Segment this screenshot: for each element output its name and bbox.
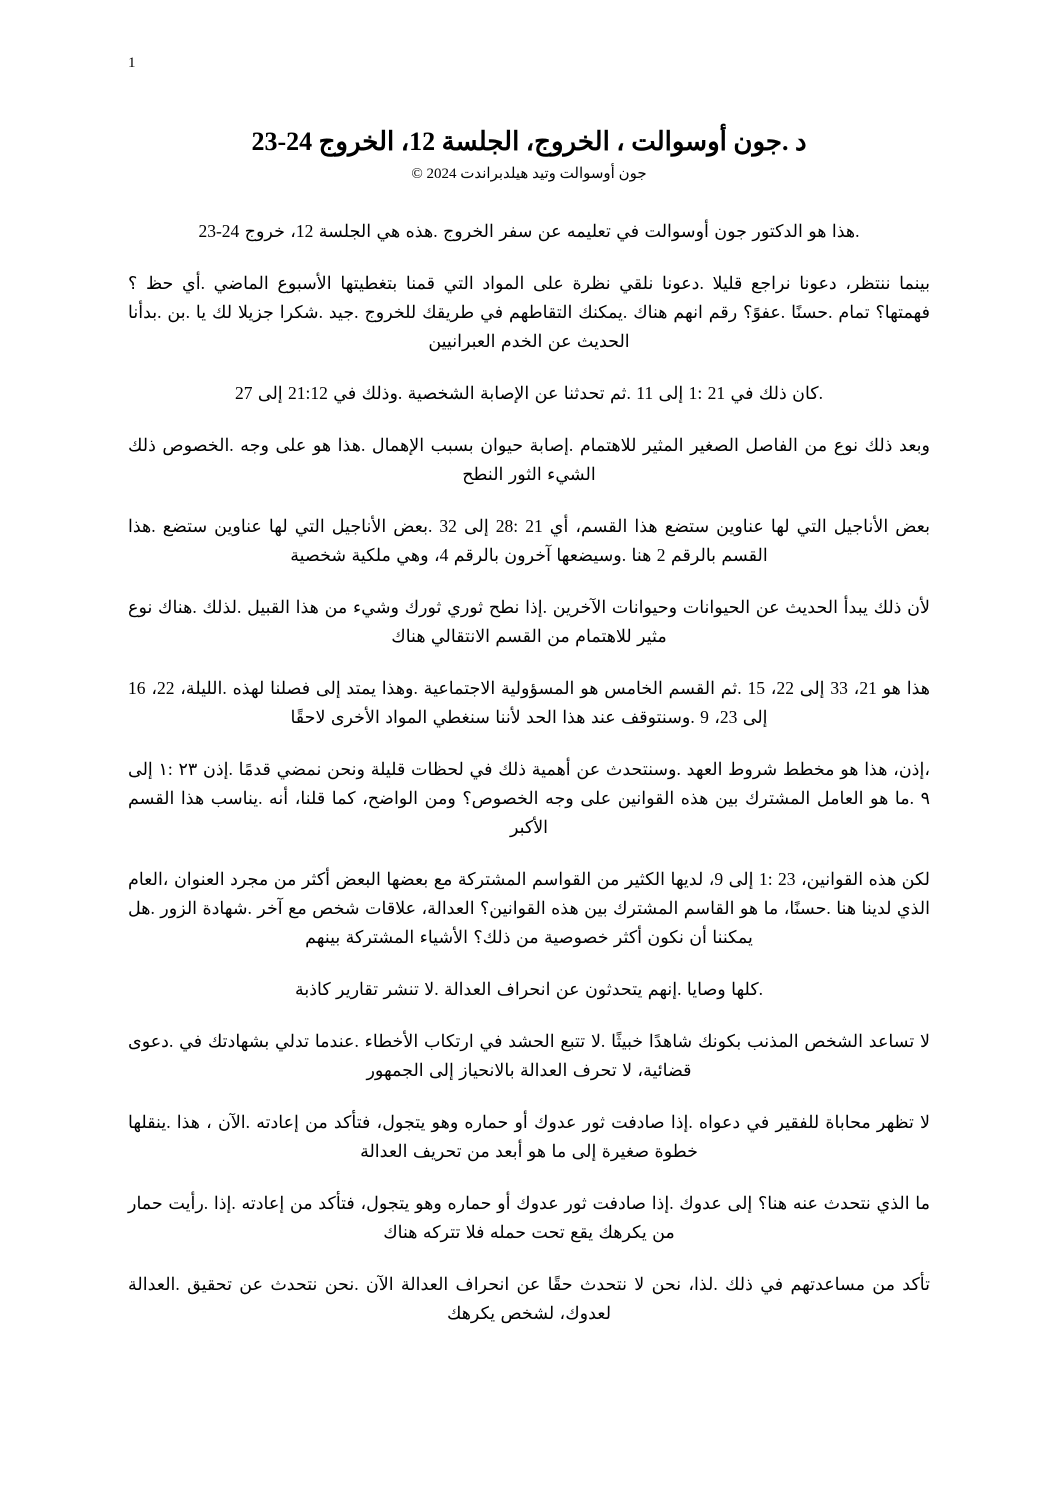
paragraph: لأن ذلك يبدأ الحديث عن الحيوانات وحيوانات الآخرين .إذا نطح ثوري ثورك وشيء من هذا القبيل .لذلك .هناك نوع مثير للاهتمام من القسم الانتقالي هناك — [128, 596, 930, 646]
paragraph: بينما ننتظر، دعونا نراجع قليلا .دعونا نلقي نظرة على المواد التي قمنا بتغطيتها الأسبوع الماضي .أي حظ ؟ فهمتها؟ تمام .حسنًا .عفوً؟ رقم انهم هناك .يمكنك التقاطهم في طريقك للخروج .جيد .شكرا جزيلا لك يا .بن .بدأنا الحديث عن الخدم العبرانيين — [128, 272, 930, 351]
paragraph: .كلها وصايا .إنهم يتحدثون عن انحراف العدالة .لا تنشر تقارير كاذبة — [294, 978, 764, 999]
paragraph: وبعد ذلك نوع من الفاصل الصغير المثير للاهتمام .إصابة حيوان بسبب الإهمال .هذا هو على وجه .الخصوص ذلك الشيء الثور النطح — [128, 434, 930, 484]
paragraph: بعض الأناجيل التي لها عناوين ستضع هذا القسم، أي 21 :28 إلى 32 .بعض الأناجيل التي لها عناوين ستضع .هذا القسم بالرقم 2 هنا .وسيضعها آخرون بالرقم 4، وهي ملكية شخصية — [128, 515, 930, 565]
paragraph: لا تظهر محاباة للفقير في دعواه .إذا صادفت ثور عدوك أو حماره وهو يتجول، فتأكد من إعادته .الآن ، هذا .ينقلها خطوة صغيرة إلى ما هو أبعد من تحريف العدالة — [128, 1111, 930, 1161]
document-header — [128, 125, 930, 183]
copyright-line: جون أوسوالت وتيد هيلدبراندت 2024 © — [411, 165, 647, 182]
paragraph: تأكد من مساعدتهم في ذلك .لذا، نحن لا نتحدث حقًا عن انحراف العدالة الآن .نحن نتحدث عن تحقيق .العدالة لعدوك، لشخص يكرهك — [128, 1273, 930, 1323]
document-body — [128, 217, 930, 1328]
paragraph: هذا هو 21، 33 إلى 22، 15 .ثم القسم الخامس هو المسؤولية الاجتماعية .وهذا يمتد إلى فصلنا لهذه .الليلة، 22، 16 إلى 23، 9 .وسنتوقف عند هذا الحد لأننا سنغطي المواد الأخرى لاحقًا — [128, 677, 931, 727]
paragraph: .هذا هو الدكتور جون أوسوالت في تعليمه عن سفر الخروج .هذه هي الجلسة 12، خروج 24-23 — [198, 220, 860, 241]
paragraph: لا تساعد الشخص المذنب بكونك شاهدًا خبيثًا .لا تتبع الحشد في ارتكاب الأخطاء .عندما تدلي بشهادتك في .دعوى قضائية، لا تحرف العدالة بالانحياز إلى الجمهور — [128, 1030, 930, 1080]
paragraph: ،إذن، هذا هو مخطط شروط العهد .وسنتحدث عن أهمية ذلك في لحظات قليلة ونحن نمضي قدمًا .إذن ٢٣ :١ إلى ٩ .ما هو العامل المشترك بين هذه القوانين على وجه الخصوص؟ ومن الواضح، كما قلنا، أنه .يناسب هذا القسم الأكبر — [128, 758, 930, 837]
paragraph: .كان ذلك في 21 :1 إلى 11 .ثم تحدثنا عن الإصابة الشخصية .وذلك في 21:12 إلى 27 — [234, 382, 823, 403]
paragraph: ما الذي نتحدث عنه هنا؟ إلى عدوك .إذا صادفت ثور عدوك أو حماره وهو يتجول، فتأكد من إعادته .إذا .رأيت حمار من يكرهك يقع تحت حمله فلا تتركه هناك — [128, 1192, 930, 1242]
page-number: 1 — [128, 55, 136, 71]
paragraph: لكن هذه القوانين، 23 :1 إلى 9، لديها الكثير من القواسم المشتركة مع بعضها البعض أكثر من مجرد العنوان ،العام الذي لدينا هنا .حسنًا، ما هو القاسم المشترك بين هذه القوانين؟ العدالة، علاقات شخص مع آخر .شهادة الزور .هل يمكننا أن نكون أكثر خصوصية من ذلك؟ الأشياء المشتركة بينهم — [128, 868, 930, 947]
document-title: د .جون أوسوالت ، الخروج، الجلسة 12، الخروج 24-23 — [251, 127, 807, 156]
